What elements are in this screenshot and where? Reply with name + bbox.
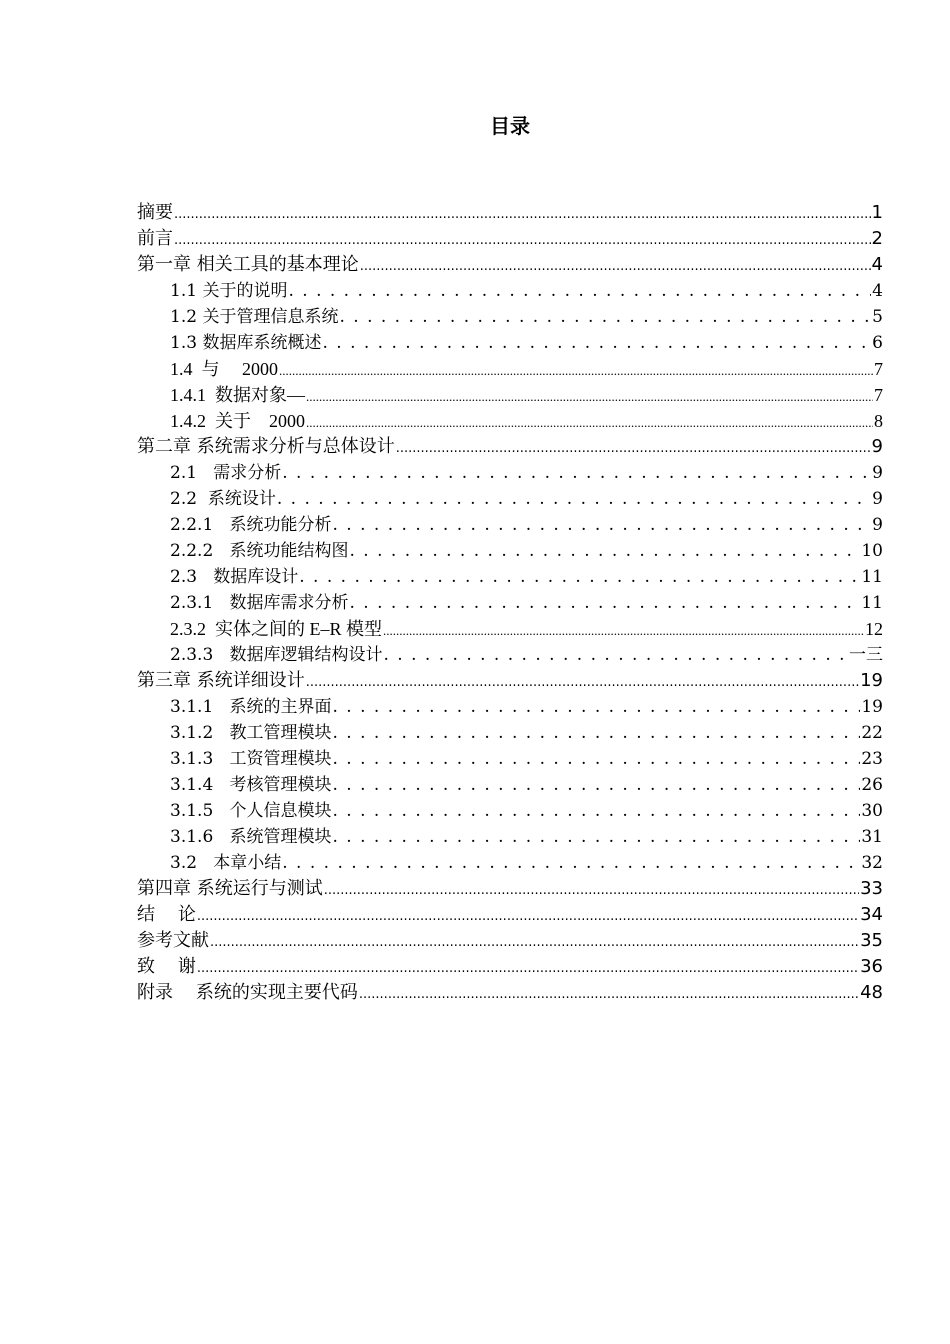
toc-page-number: 19 bbox=[861, 697, 883, 717]
dot-leader bbox=[332, 694, 860, 720]
toc-page-number: 6 bbox=[872, 333, 883, 353]
toc-page-number: 26 bbox=[861, 775, 883, 795]
dot-leader bbox=[210, 928, 859, 954]
toc-page-number: 10 bbox=[861, 541, 883, 561]
toc-page-number: 32 bbox=[861, 853, 883, 873]
dot-leader bbox=[383, 642, 848, 668]
toc-page-number: 2 bbox=[871, 228, 883, 249]
toc-entry-2-2-1[interactable] bbox=[137, 512, 883, 538]
dot-leader bbox=[282, 460, 871, 486]
toc-page-number: 9 bbox=[872, 489, 883, 509]
toc-entry-title: 3.2 本章小结 bbox=[170, 853, 282, 873]
toc-entry-title: 2.3.3 数据库逻辑结构设计 bbox=[170, 645, 383, 665]
dot-leader bbox=[174, 226, 871, 252]
toc-entry-acknowledgements[interactable] bbox=[137, 954, 883, 980]
toc-entry-3-2[interactable] bbox=[137, 850, 883, 876]
toc-entry-title: 1.4 与 2000 bbox=[170, 359, 278, 379]
dot-leader bbox=[299, 564, 860, 590]
toc-entry-title: 前言 bbox=[137, 228, 173, 249]
dot-leader bbox=[197, 902, 859, 928]
dot-leader bbox=[359, 980, 859, 1006]
toc-entry-title: 结 论 bbox=[137, 904, 196, 925]
dot-leader bbox=[332, 512, 871, 538]
dot-leader bbox=[306, 382, 873, 408]
toc-entry-3-1-2[interactable] bbox=[137, 720, 883, 746]
toc-entry-title: 2.3 数据库设计 bbox=[170, 567, 299, 587]
toc-entry-title: 1.1 关于的说明 bbox=[170, 281, 288, 301]
toc-page-number: 23 bbox=[861, 749, 883, 769]
dot-leader bbox=[197, 954, 859, 980]
toc-entry-chapter-2[interactable] bbox=[137, 434, 883, 460]
toc-entry-1-3[interactable] bbox=[137, 330, 883, 356]
dot-leader bbox=[306, 408, 873, 434]
toc-entry-title: 3.1.3 工资管理模块 bbox=[170, 749, 332, 769]
toc-entry-title: 1.4.2 关于 2000 bbox=[170, 411, 305, 431]
toc-page-number: 5 bbox=[872, 307, 883, 327]
toc-entry-3-1-4[interactable] bbox=[137, 772, 883, 798]
toc-page-number: 22 bbox=[861, 723, 883, 743]
dot-leader bbox=[339, 304, 871, 330]
toc-entry-title: 第一章 相关工具的基本理论 bbox=[137, 254, 359, 275]
toc-entry-title: 第三章 系统详细设计 bbox=[137, 670, 305, 691]
toc-entry-3-1-6[interactable] bbox=[137, 824, 883, 850]
dot-leader bbox=[332, 746, 860, 772]
toc-page-number: 34 bbox=[860, 904, 883, 925]
toc-entry-chapter-4[interactable] bbox=[137, 876, 883, 902]
toc-page-number: 36 bbox=[860, 956, 883, 977]
toc-entry-2-2-2[interactable] bbox=[137, 538, 883, 564]
toc-page-number: 4 bbox=[872, 281, 883, 301]
toc-entry-3-1-5[interactable] bbox=[137, 798, 883, 824]
toc-entry-conclusion[interactable] bbox=[137, 902, 883, 928]
toc-entry-3-1-1[interactable] bbox=[137, 694, 883, 720]
toc-entry-chapter-3[interactable] bbox=[137, 668, 883, 694]
dot-leader bbox=[349, 590, 860, 616]
toc-page-number: 11 bbox=[861, 593, 883, 613]
toc-page-number: 30 bbox=[861, 801, 883, 821]
dot-leader bbox=[288, 278, 871, 304]
toc-entry-title: 第四章 系统运行与测试 bbox=[137, 878, 323, 899]
toc-entry-title: 2.2.2 系统功能结构图 bbox=[170, 541, 349, 561]
dot-leader bbox=[332, 720, 860, 746]
dot-leader bbox=[322, 330, 871, 356]
toc-page-number: 一三 bbox=[849, 645, 883, 665]
toc-page-number: 7 bbox=[874, 385, 883, 405]
toc-entry-title: 2.2.1 系统功能分析 bbox=[170, 515, 332, 535]
toc-entry-title: 3.1.5 个人信息模块 bbox=[170, 801, 332, 821]
toc-page-number: 12 bbox=[865, 619, 883, 639]
toc-entry-title: 1.4.1 数据对象— bbox=[170, 385, 305, 405]
toc-page-number: 9 bbox=[871, 436, 883, 457]
toc-page-number: 31 bbox=[861, 827, 883, 847]
toc-entry-1-1[interactable] bbox=[137, 278, 883, 304]
toc-entry-2-2[interactable] bbox=[137, 486, 883, 512]
toc-entry-title: 3.1.4 考核管理模块 bbox=[170, 775, 332, 795]
toc-entry-1-4[interactable] bbox=[137, 356, 883, 382]
toc-entry-1-4-2[interactable] bbox=[137, 408, 883, 434]
table-of-contents bbox=[137, 200, 883, 1006]
toc-entry-2-3[interactable] bbox=[137, 564, 883, 590]
dot-leader bbox=[282, 850, 860, 876]
toc-page-number: 8 bbox=[874, 411, 883, 431]
toc-entry-title: 第二章 系统需求分析与总体设计 bbox=[137, 436, 395, 457]
toc-entry-2-3-3[interactable] bbox=[137, 642, 883, 668]
toc-entry-title: 3.1.2 教工管理模块 bbox=[170, 723, 332, 743]
toc-page-number: 1 bbox=[871, 202, 883, 223]
dot-leader bbox=[332, 798, 860, 824]
toc-page-number: 35 bbox=[860, 930, 883, 951]
toc-entry-title: 1.3 数据库系统概述 bbox=[170, 333, 322, 353]
toc-entry-title: 3.1.1 系统的主界面 bbox=[170, 697, 332, 717]
dot-leader bbox=[332, 824, 860, 850]
toc-entry-abstract[interactable] bbox=[137, 200, 883, 226]
dot-leader bbox=[306, 668, 859, 694]
toc-entry-title: 参考文献 bbox=[137, 930, 209, 951]
dot-leader bbox=[332, 772, 860, 798]
dot-leader bbox=[349, 538, 860, 564]
dot-leader bbox=[383, 616, 864, 642]
toc-entry-references[interactable] bbox=[137, 928, 883, 954]
toc-entry-appendix[interactable] bbox=[137, 980, 883, 1006]
toc-page-number: 11 bbox=[861, 567, 883, 587]
dot-leader bbox=[324, 876, 859, 902]
page-title: 目录 bbox=[490, 114, 530, 138]
toc-entry-title: 2.1 需求分析 bbox=[170, 463, 282, 483]
toc-entry-title: 附录 系统的实现主要代码 bbox=[137, 982, 358, 1003]
dot-leader bbox=[174, 200, 871, 226]
toc-page-number: 9 bbox=[872, 463, 883, 483]
toc-entry-1-4-1[interactable] bbox=[137, 382, 883, 408]
toc-entry-title: 2.3.1 数据库需求分析 bbox=[170, 593, 349, 613]
dot-leader bbox=[396, 434, 871, 460]
dot-leader bbox=[360, 252, 871, 278]
toc-entry-title: 2.2 系统设计 bbox=[170, 489, 276, 509]
toc-entry-2-1[interactable] bbox=[137, 460, 883, 486]
toc-entry-title: 3.1.6 系统管理模块 bbox=[170, 827, 332, 847]
toc-page-number: 48 bbox=[860, 982, 883, 1003]
toc-entry-2-3-2[interactable] bbox=[137, 616, 883, 642]
toc-entry-preface[interactable] bbox=[137, 226, 883, 252]
dot-leader bbox=[277, 486, 871, 512]
toc-page-number: 33 bbox=[860, 878, 883, 899]
toc-entry-title: 2.3.2 实体之间的 E–R 模型 bbox=[170, 619, 383, 639]
toc-entry-title: 致 谢 bbox=[137, 956, 196, 977]
toc-entry-title: 摘要 bbox=[137, 202, 173, 223]
toc-entry-1-2[interactable] bbox=[137, 304, 883, 330]
dot-leader bbox=[279, 356, 873, 382]
toc-page-number: 4 bbox=[871, 254, 883, 275]
toc-page-number: 19 bbox=[860, 670, 883, 691]
toc-entry-title: 1.2 关于管理信息系统 bbox=[170, 307, 339, 327]
toc-page-number: 7 bbox=[874, 359, 883, 379]
toc-entry-chapter-1[interactable] bbox=[137, 252, 883, 278]
toc-entry-2-3-1[interactable] bbox=[137, 590, 883, 616]
toc-page-number: 9 bbox=[872, 515, 883, 535]
toc-entry-3-1-3[interactable] bbox=[137, 746, 883, 772]
